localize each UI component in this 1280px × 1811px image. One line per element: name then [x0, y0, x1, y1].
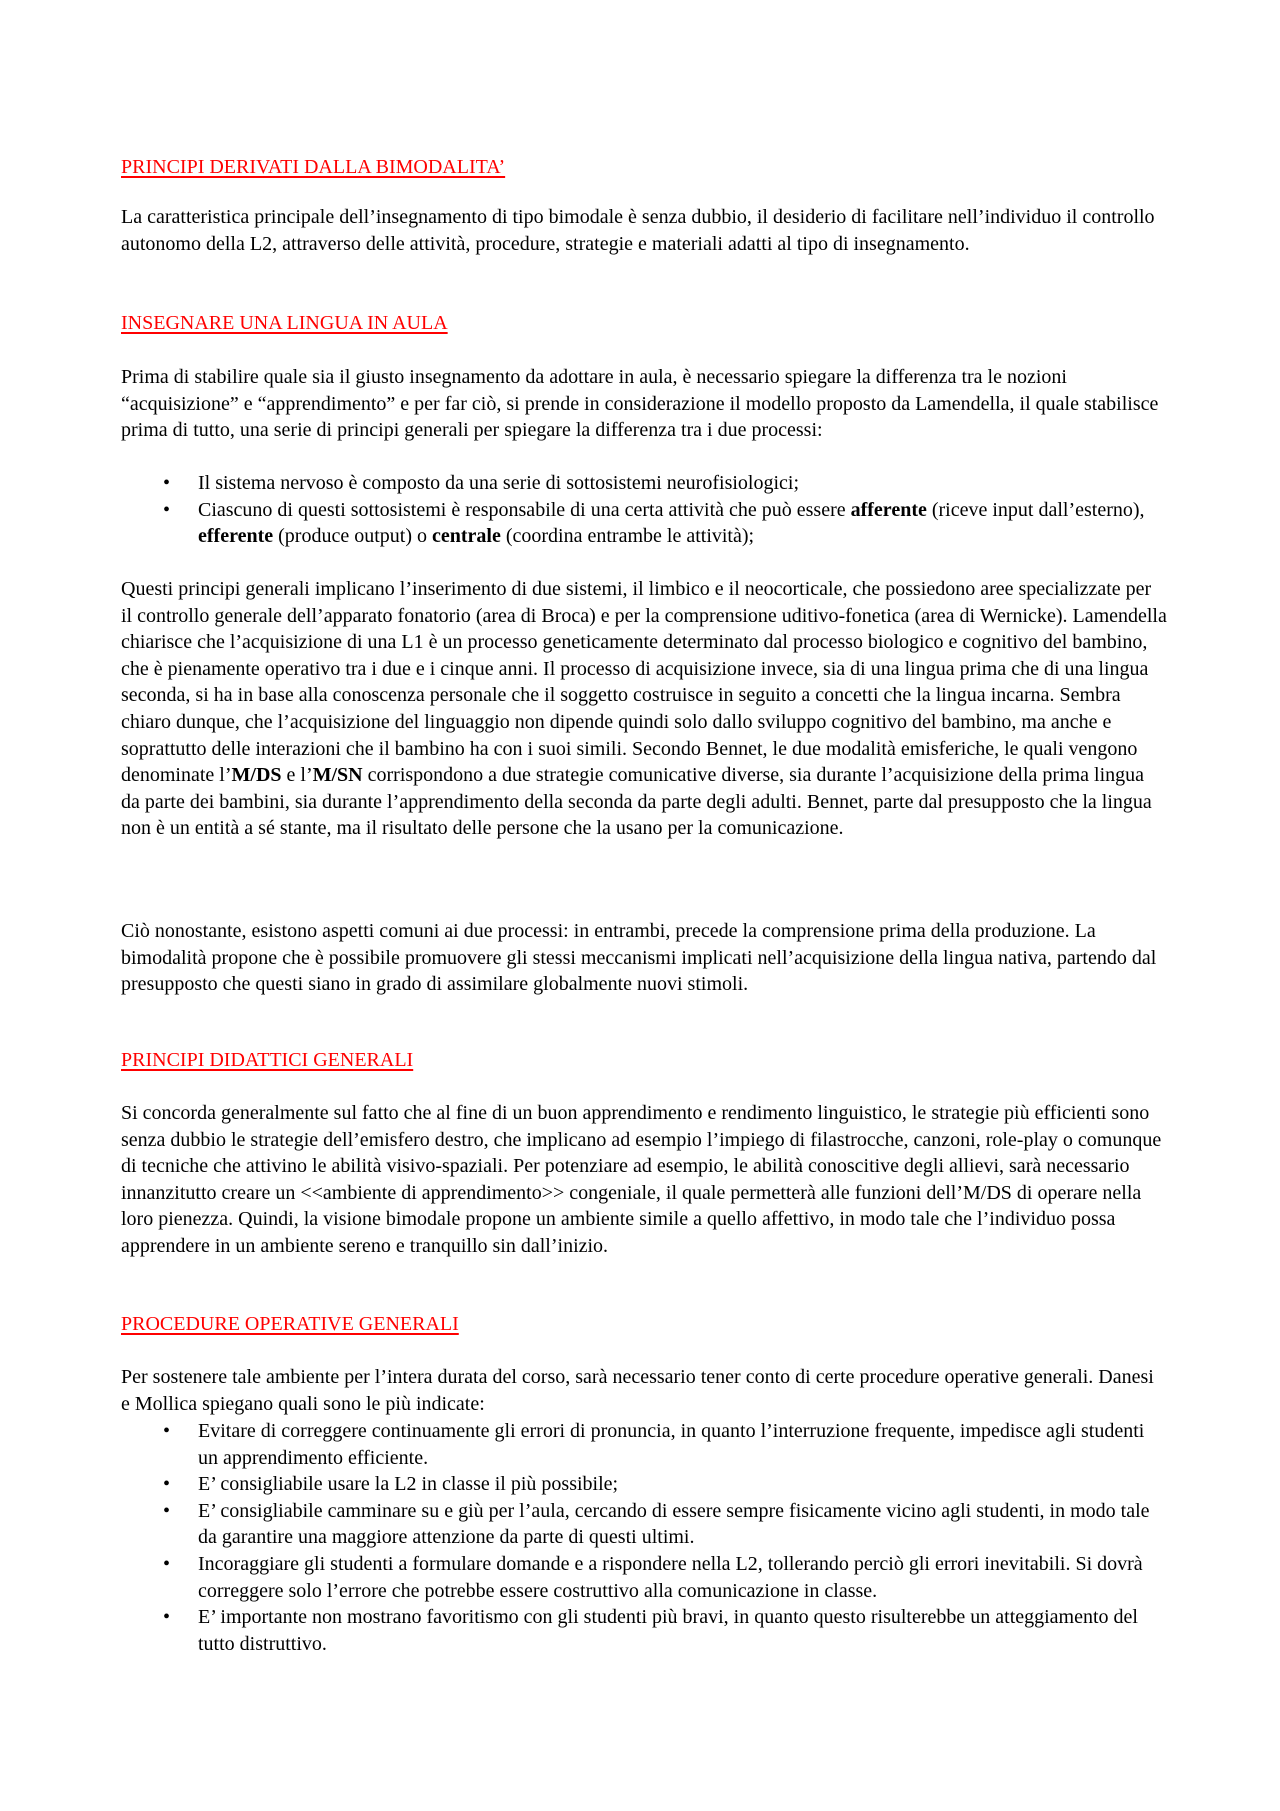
paragraph-intro: La caratteristica principale dell’insegnamento di tipo bimodale è senza dubbio, il desiderio di facilitare nell’individuo il controllo autonomo della L2, attraverso delle attività, procedure, strategie e materiali adatti al tipo di insegnamento. — [121, 206, 1155, 255]
list-item: • E’ importante non mostrano favoritismo con gli studenti più bravi, in quanto questo risulterebbe un atteggiamento del tutto distruttivo. — [163, 1606, 1138, 1655]
list-item: • E’ consigliabile camminare su e giù per l’aula, cercando di essere sempre fisicamente vicino agli studenti, in modo tale da garantire una maggiore attenzione da parte di questi ultimi. — [163, 1499, 1150, 1549]
list-item: • Il sistema nervoso è composto da una serie di sottosistemi neurofisiologici; — [121, 470, 1167, 497]
heading-principi-bimodalita: PRINCIPI DERIVATI DALLA BIMODALITA’ — [121, 156, 506, 178]
list-item: • Incoraggiare gli studenti a formulare domande e a rispondere nella L2, tollerando perciò gli errori inevitabili. Si dovrà correggere solo l’errore che potrebbe essere costruttivo alla comunicazione in classe. — [163, 1552, 1143, 1602]
term-msn: M/SN — [312, 764, 363, 787]
paragraph-sistemi: Questi principi generali implicano l’inserimento di due sistemi, il limbico e il neocorticale, che possiedono aree specializzate per il controllo generale dell’apparato fonatorio (area di Broca) e per la comprensione uditivo-fonetica (area di Wernicke). Lamendella chiarisce che l’acquisizione di una L1 è un processo geneticamente determinato dal processo biologico e cognitivo del bambino, che è pienamente operativo tra i due e i cinque anni. Il processo di acquisizione invece, sia di una lingua prima che di una lingua seconda, si ha in base alla conoscenza personale che il soggetto costruisce in seguito a concetti che la lingua incarna. Sembra chiaro dunque, che l’acquisizione del linguaggio non dipende quindi solo dallo sviluppo cognitivo del bambino, ma anche e soprattutto delle interazioni che il bambino ha con i suoi simili. Secondo Bennet, le due modalità emisferiche, le quali vengono denominate l’M/DS e l’M/SN corrispondono a due strategie comunicative diverse, sia durante l’acquisizione della prima lingua da parte dei bambini, sia durante l’apprendimento della seconda da parte degli adulti. Bennet, parte dal presupposto che la lingua non è un entità a sé stante, ma il risultato delle persone che la usano per la comunicazione. — [121, 578, 1167, 840]
term-centrale: centrale — [432, 525, 501, 548]
bullet-icon: • — [163, 1420, 171, 1442]
heading-insegnare-lingua: INSEGNARE UNA LINGUA IN AULA — [121, 312, 448, 334]
paragraph-aspetti-comuni: Ciò nonostante, esistono aspetti comuni ai due processi: in entrambi, precede la comprensione prima della produzione. La bimodalità propone che è possibile promuovere gli stessi meccanismi implicati nell’acquisizione della lingua nativa, partendo dal presupposto che questi siano in grado di assimilare globalmente nuovi stimoli. — [121, 920, 1157, 996]
list-item: • Ciascuno di questi sottosistemi è responsabile di una certa attività che può essere afferente (riceve input dall’esterno), efferente (produce output) o centrale (coordina entrambe le attività); — [163, 498, 1145, 548]
paragraph-strategie: Si concorda generalmente sul fatto che al fine di un buon apprendimento e rendimento linguistico, le strategie più efficienti sono senza dubbio le strategie dell’emisfero destro, che implicano ad esempio l’impiego di filastrocche, canzoni, role-play o comunque di tecniche che attivino le abilità visivo-spaziali. Per potenziare ad esempio, le abilità conoscitive degli allievi, sarà necessario innanzitutto creare un <<ambiente di apprendimento>> congeniale, il quale permetterà alle funzioni dell’M/DS di operare nella loro pienezza. Quindi, la visione bimodale propone un ambiente simile a quello affettivo, in modo tale che l’individuo possa apprendere in un ambiente sereno e tranquillo sin dall’inizio. — [121, 1102, 1162, 1257]
bullet-icon: • — [163, 1473, 171, 1496]
term-afferente: afferente — [850, 498, 927, 521]
heading-procedure-operative: PROCEDURE OPERATIVE GENERALI — [121, 1313, 459, 1335]
bullet-icon: • — [163, 472, 171, 494]
paragraph-procedure: Per sostenere tale ambiente per l’intera durata del corso, sarà necessario tener conto di certe procedure operative generali. Danesi e Mollica spiegano quali sono le più indicate: — [121, 1366, 1154, 1415]
list-item: • Evitare di correggere continuamente gli errori di pronuncia, in quanto l’interruzione frequente, impedisce agli studenti un apprendimento efficiente. — [163, 1420, 1145, 1469]
list-procedure — [121, 1418, 1167, 1657]
paragraph-acquisizione: Prima di stabilire quale sia il giusto insegnamento da adottare in aula, è necessario spiegare la differenza tra le nozioni “acquisizione” e “apprendimento” e per far ciò, si prende in considerazione il modello proposto da Lamendella, il quale stabilisce prima di tutto, una serie di principi generali per spiegare la differenza tra i due processi: — [121, 366, 1159, 442]
bullet-icon: • — [163, 498, 171, 521]
bullet-icon: • — [163, 1499, 171, 1522]
bullet-icon: • — [163, 1552, 171, 1575]
heading-principi-didattici: PRINCIPI DIDATTICI GENERALI — [121, 1049, 414, 1071]
list-item: • E’ consigliabile usare la L2 in classe il più possibile; — [121, 1471, 1167, 1498]
term-efferente: efferente — [198, 525, 274, 548]
term-mds: M/DS — [231, 764, 282, 787]
list-principi-lamendella — [121, 470, 1167, 550]
bullet-icon: • — [163, 1606, 171, 1629]
